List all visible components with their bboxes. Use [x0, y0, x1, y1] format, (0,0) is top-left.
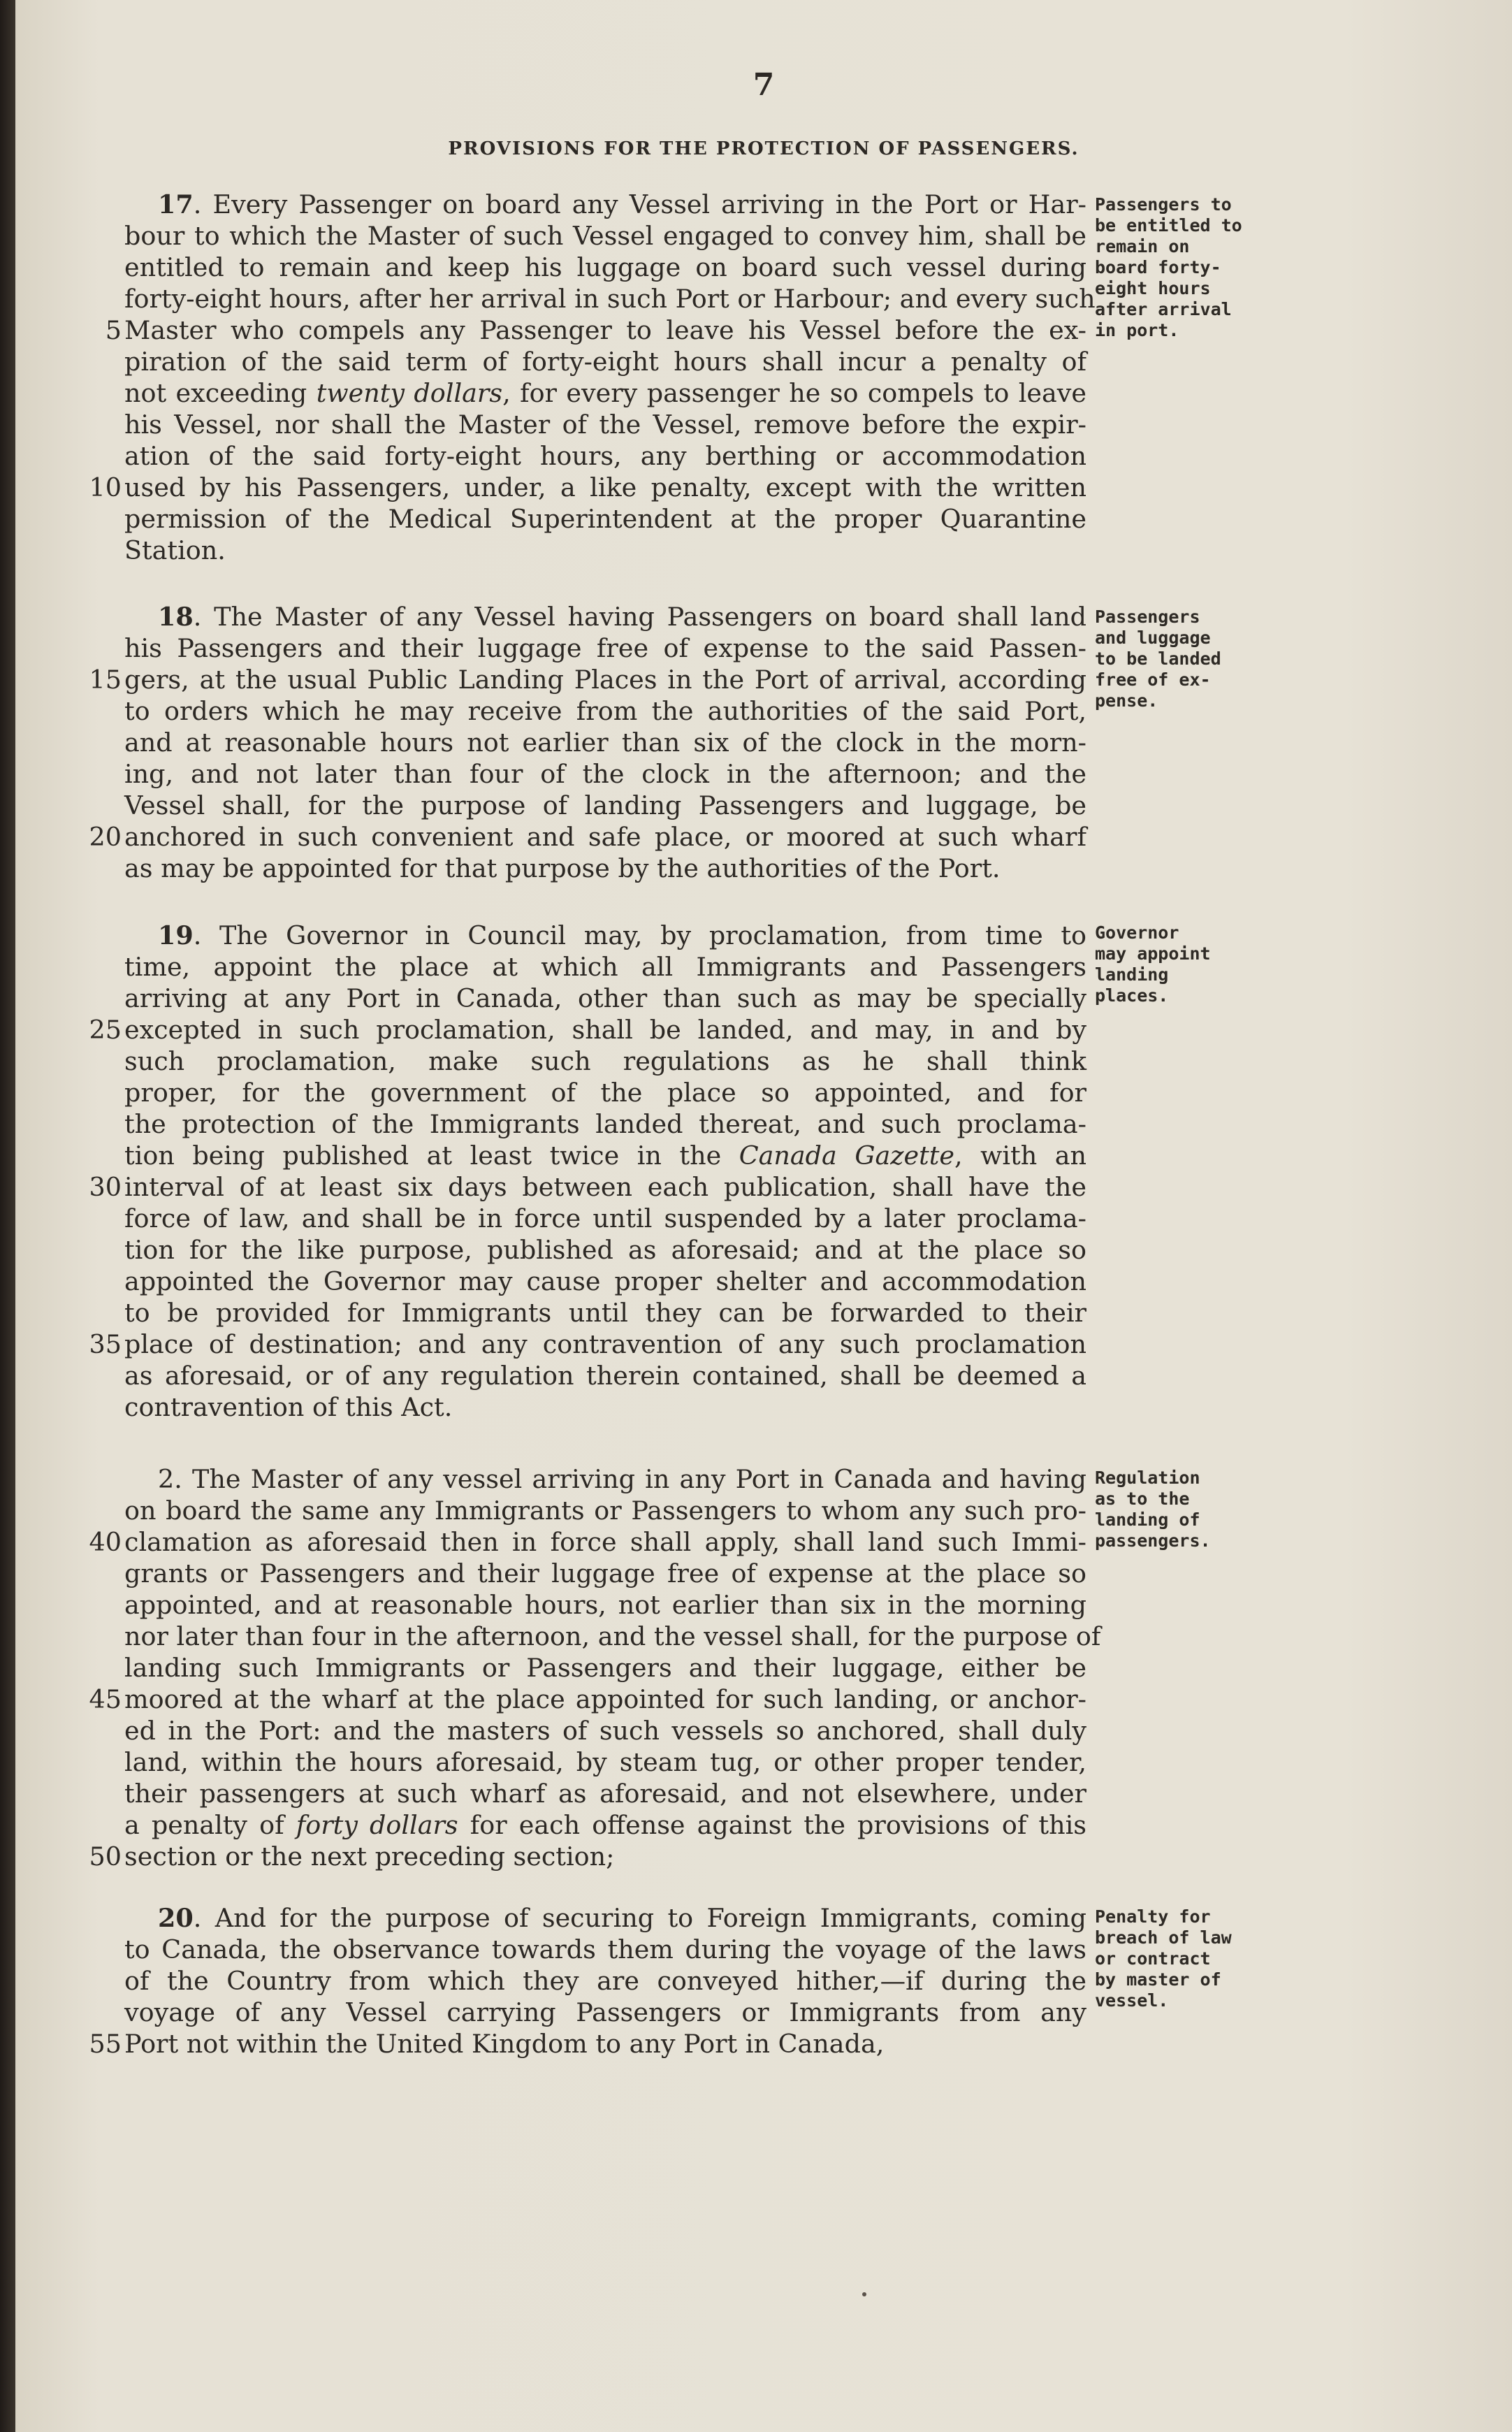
text-line: excepted in such proclamation, shall be landed, and may, in and by: [124, 1015, 1086, 1045]
section-number: 20: [158, 1903, 194, 1933]
text-line: 19. The Governor in Council may, by proclamation, from time to: [158, 920, 1086, 950]
marginal-note: [1095, 607, 1263, 711]
text-line: as aforesaid, or of any regulation therein contained, shall be deemed a: [124, 1361, 1086, 1391]
text-line: to be provided for Immigrants until they can be forwarded to their: [124, 1298, 1086, 1328]
marginal-note-line: by master of: [1095, 1969, 1221, 1990]
text-line: to Canada, the observance towards them during the voyage of the laws: [124, 1934, 1086, 1964]
italic-amount: Canada Gazette: [739, 1141, 955, 1171]
text-line: to orders which he may receive from the authorities of the said Port,: [124, 696, 1086, 726]
marginal-note-line: board forty-: [1095, 257, 1221, 277]
text-line: appointed, and at reasonable hours, not earlier than six in the morning: [124, 1590, 1086, 1620]
line-number: 10: [89, 472, 122, 502]
running-head: PROVISIONS FOR THE PROTECTION OF PASSENGERS.: [448, 138, 1080, 159]
text-line: clamation as aforesaid then in force shall apply, shall land such Immi-: [124, 1527, 1086, 1557]
text-line: Master who compels any Passenger to leave his Vessel before the ex-: [124, 315, 1086, 345]
text-line: forty-eight hours, after her arrival in such Port or Harbour; and every such: [124, 284, 1096, 314]
text-line: of the Country from which they are conveyed hither,—if during the: [124, 1966, 1086, 1996]
marginal-note-line: to be landed: [1095, 649, 1221, 669]
text-line: gers, at the usual Public Landing Places in the Port of arrival, according: [124, 665, 1086, 695]
marginal-note-line: landing: [1095, 964, 1169, 985]
marginal-note-line: vessel.: [1095, 1990, 1169, 2011]
marginal-note: [1095, 194, 1263, 341]
text-line: the protection of the Immigrants landed thereat, and such proclama-: [124, 1109, 1086, 1139]
section-number: 19: [158, 920, 194, 950]
marginal-note-line: eight hours: [1095, 278, 1211, 298]
text-line: time, appoint the place at which all Immigrants and Passengers: [124, 952, 1086, 982]
text-line: place of destination; and any contravention of any such proclamation: [124, 1329, 1086, 1359]
text-line: tion for the like purpose, published as aforesaid; and at the place so: [124, 1235, 1086, 1265]
text-line: as may be appointed for that purpose by the authorities of the Port.: [124, 853, 1001, 883]
italic-amount: twenty dollars: [316, 378, 503, 408]
marginal-note-line: Passengers: [1095, 607, 1200, 627]
marginal-note-line: Governor: [1095, 922, 1179, 943]
text-line: used by his Passengers, under, a like penalty, except with the written: [124, 472, 1086, 502]
text-line: nor later than four in the afternoon, and the vessel shall, for the purpose of: [124, 1621, 1101, 1651]
text-line: interval of at least six days between each publication, shall have the: [124, 1172, 1086, 1202]
marginal-note: [1095, 1906, 1263, 2011]
text-line: ation of the said forty-eight hours, any berthing or accommodation: [124, 441, 1086, 471]
line-number: 30: [89, 1172, 122, 1202]
marginal-note-line: breach of law: [1095, 1927, 1232, 1948]
text-line: a penalty of forty dollars for each offense against the provisions of this: [124, 1810, 1087, 1840]
marginal-note: [1095, 922, 1263, 1006]
text-line: voyage of any Vessel carrying Passengers or Immigrants from any: [124, 1997, 1086, 2027]
line-number: 15: [89, 665, 122, 695]
line-number: 5: [105, 315, 122, 345]
marginal-note-line: be entitled to: [1095, 215, 1242, 236]
line-number: 20: [89, 822, 122, 852]
text-line: 18. The Master of any Vessel having Passengers on board shall land: [158, 602, 1086, 632]
text-line: bour to which the Master of such Vessel engaged to convey him, shall be: [124, 221, 1086, 251]
text-line: entitled to remain and keep his luggage on board such vessel during: [124, 252, 1086, 282]
text-line: anchored in such convenient and safe place, or moored at such wharf: [124, 822, 1086, 852]
text-line: his Vessel, nor shall the Master of the Vessel, remove before the expir-: [124, 410, 1086, 440]
marginal-note-line: pense.: [1095, 690, 1158, 711]
text-line: and at reasonable hours not earlier than six of the clock in the morn-: [124, 728, 1086, 758]
text-line: section or the next preceding section;: [124, 1841, 615, 1872]
text-line: his Passengers and their luggage free of expense to the said Passen-: [124, 633, 1086, 663]
marginal-note-line: Penalty for: [1095, 1906, 1211, 1927]
text-line: contravention of this Act.: [124, 1392, 453, 1422]
text-line: grants or Passengers and their luggage free of expense at the place so: [124, 1558, 1086, 1588]
document-page: [15, 0, 1512, 2432]
text-line: 20. And for the purpose of securing to Foreign Immigrants, coming: [158, 1903, 1086, 1933]
text-line: arriving at any Port in Canada, other than such as may be specially: [124, 983, 1086, 1013]
text-line: Station.: [124, 535, 226, 565]
book-binding-edge: [0, 0, 15, 2432]
line-number: 35: [89, 1329, 122, 1359]
text-line: permission of the Medical Superintendent at the proper Quarantine: [124, 504, 1086, 534]
marginal-note-line: places.: [1095, 985, 1169, 1006]
marginal-note-line: Regulation: [1095, 1468, 1200, 1488]
text-line: moored at the wharf at the place appointed for such landing, or anchor-: [124, 1684, 1086, 1714]
marginal-note-line: landing of: [1095, 1510, 1200, 1530]
text-line: Port not within the United Kingdom to any Port in Canada,: [124, 2029, 885, 2059]
marginal-note-line: as to the: [1095, 1489, 1190, 1509]
text-line: Vessel shall, for the purpose of landing Passengers and luggage, be: [124, 790, 1086, 820]
text-line: their passengers at such wharf as aforesaid, and not elsewhere, under: [124, 1779, 1086, 1809]
text-line: landing such Immigrants or Passengers and their luggage, either be: [124, 1653, 1086, 1683]
paper-speck: [862, 2292, 866, 2296]
text-line: ing, and not later than four of the clock in the afternoon; and the: [124, 759, 1086, 789]
text-line: ed in the Port: and the masters of such vessels so anchored, shall duly: [124, 1716, 1086, 1746]
line-number: 55: [89, 2029, 122, 2059]
text-line: 2. The Master of any vessel arriving in any Port in Canada and having: [158, 1464, 1086, 1494]
text-line: piration of the said term of forty-eight hours shall incur a penalty of: [124, 347, 1086, 377]
line-number: 25: [89, 1015, 122, 1045]
marginal-note: [1095, 1468, 1263, 1551]
italic-amount: forty dollars: [296, 1810, 458, 1840]
marginal-note-line: free of ex-: [1095, 669, 1211, 690]
text-line: proper, for the government of the place so appointed, and for: [124, 1078, 1086, 1108]
marginal-note-line: Passengers to: [1095, 194, 1232, 215]
line-number: 45: [89, 1684, 122, 1714]
line-number: 50: [89, 1841, 122, 1872]
text-line: force of law, and shall be in force until suspended by a later proclama-: [124, 1203, 1086, 1233]
marginal-note-line: and luggage: [1095, 628, 1211, 648]
marginal-note-line: passengers.: [1095, 1530, 1211, 1551]
marginal-note-line: in port.: [1095, 320, 1179, 340]
marginal-note-line: may appoint: [1095, 943, 1211, 964]
text-line: on board the same any Immigrants or Passengers to whom any such pro-: [124, 1496, 1086, 1526]
line-number: 40: [89, 1527, 122, 1557]
text-line: tion being published at least twice in the Canada Gazette, with an: [124, 1141, 1087, 1171]
text-line: such proclamation, make such regulations as he shall think: [124, 1046, 1086, 1076]
text-line: appointed the Governor may cause proper shelter and accommodation: [124, 1266, 1086, 1296]
page-number: 7: [753, 67, 775, 103]
section-number: 18: [158, 602, 194, 632]
text-line: 17. Every Passenger on board any Vessel arriving in the Port or Har-: [158, 189, 1086, 219]
marginal-note-line: remain on: [1095, 236, 1190, 256]
marginal-note-line: or contract: [1095, 1948, 1211, 1969]
text-line: land, within the hours aforesaid, by steam tug, or other proper tender,: [124, 1747, 1086, 1777]
text-line: not exceeding twenty dollars, for every passenger he so compels to leave: [124, 378, 1086, 408]
section-number: 17: [158, 189, 194, 219]
marginal-note-line: after arrival: [1095, 299, 1232, 319]
